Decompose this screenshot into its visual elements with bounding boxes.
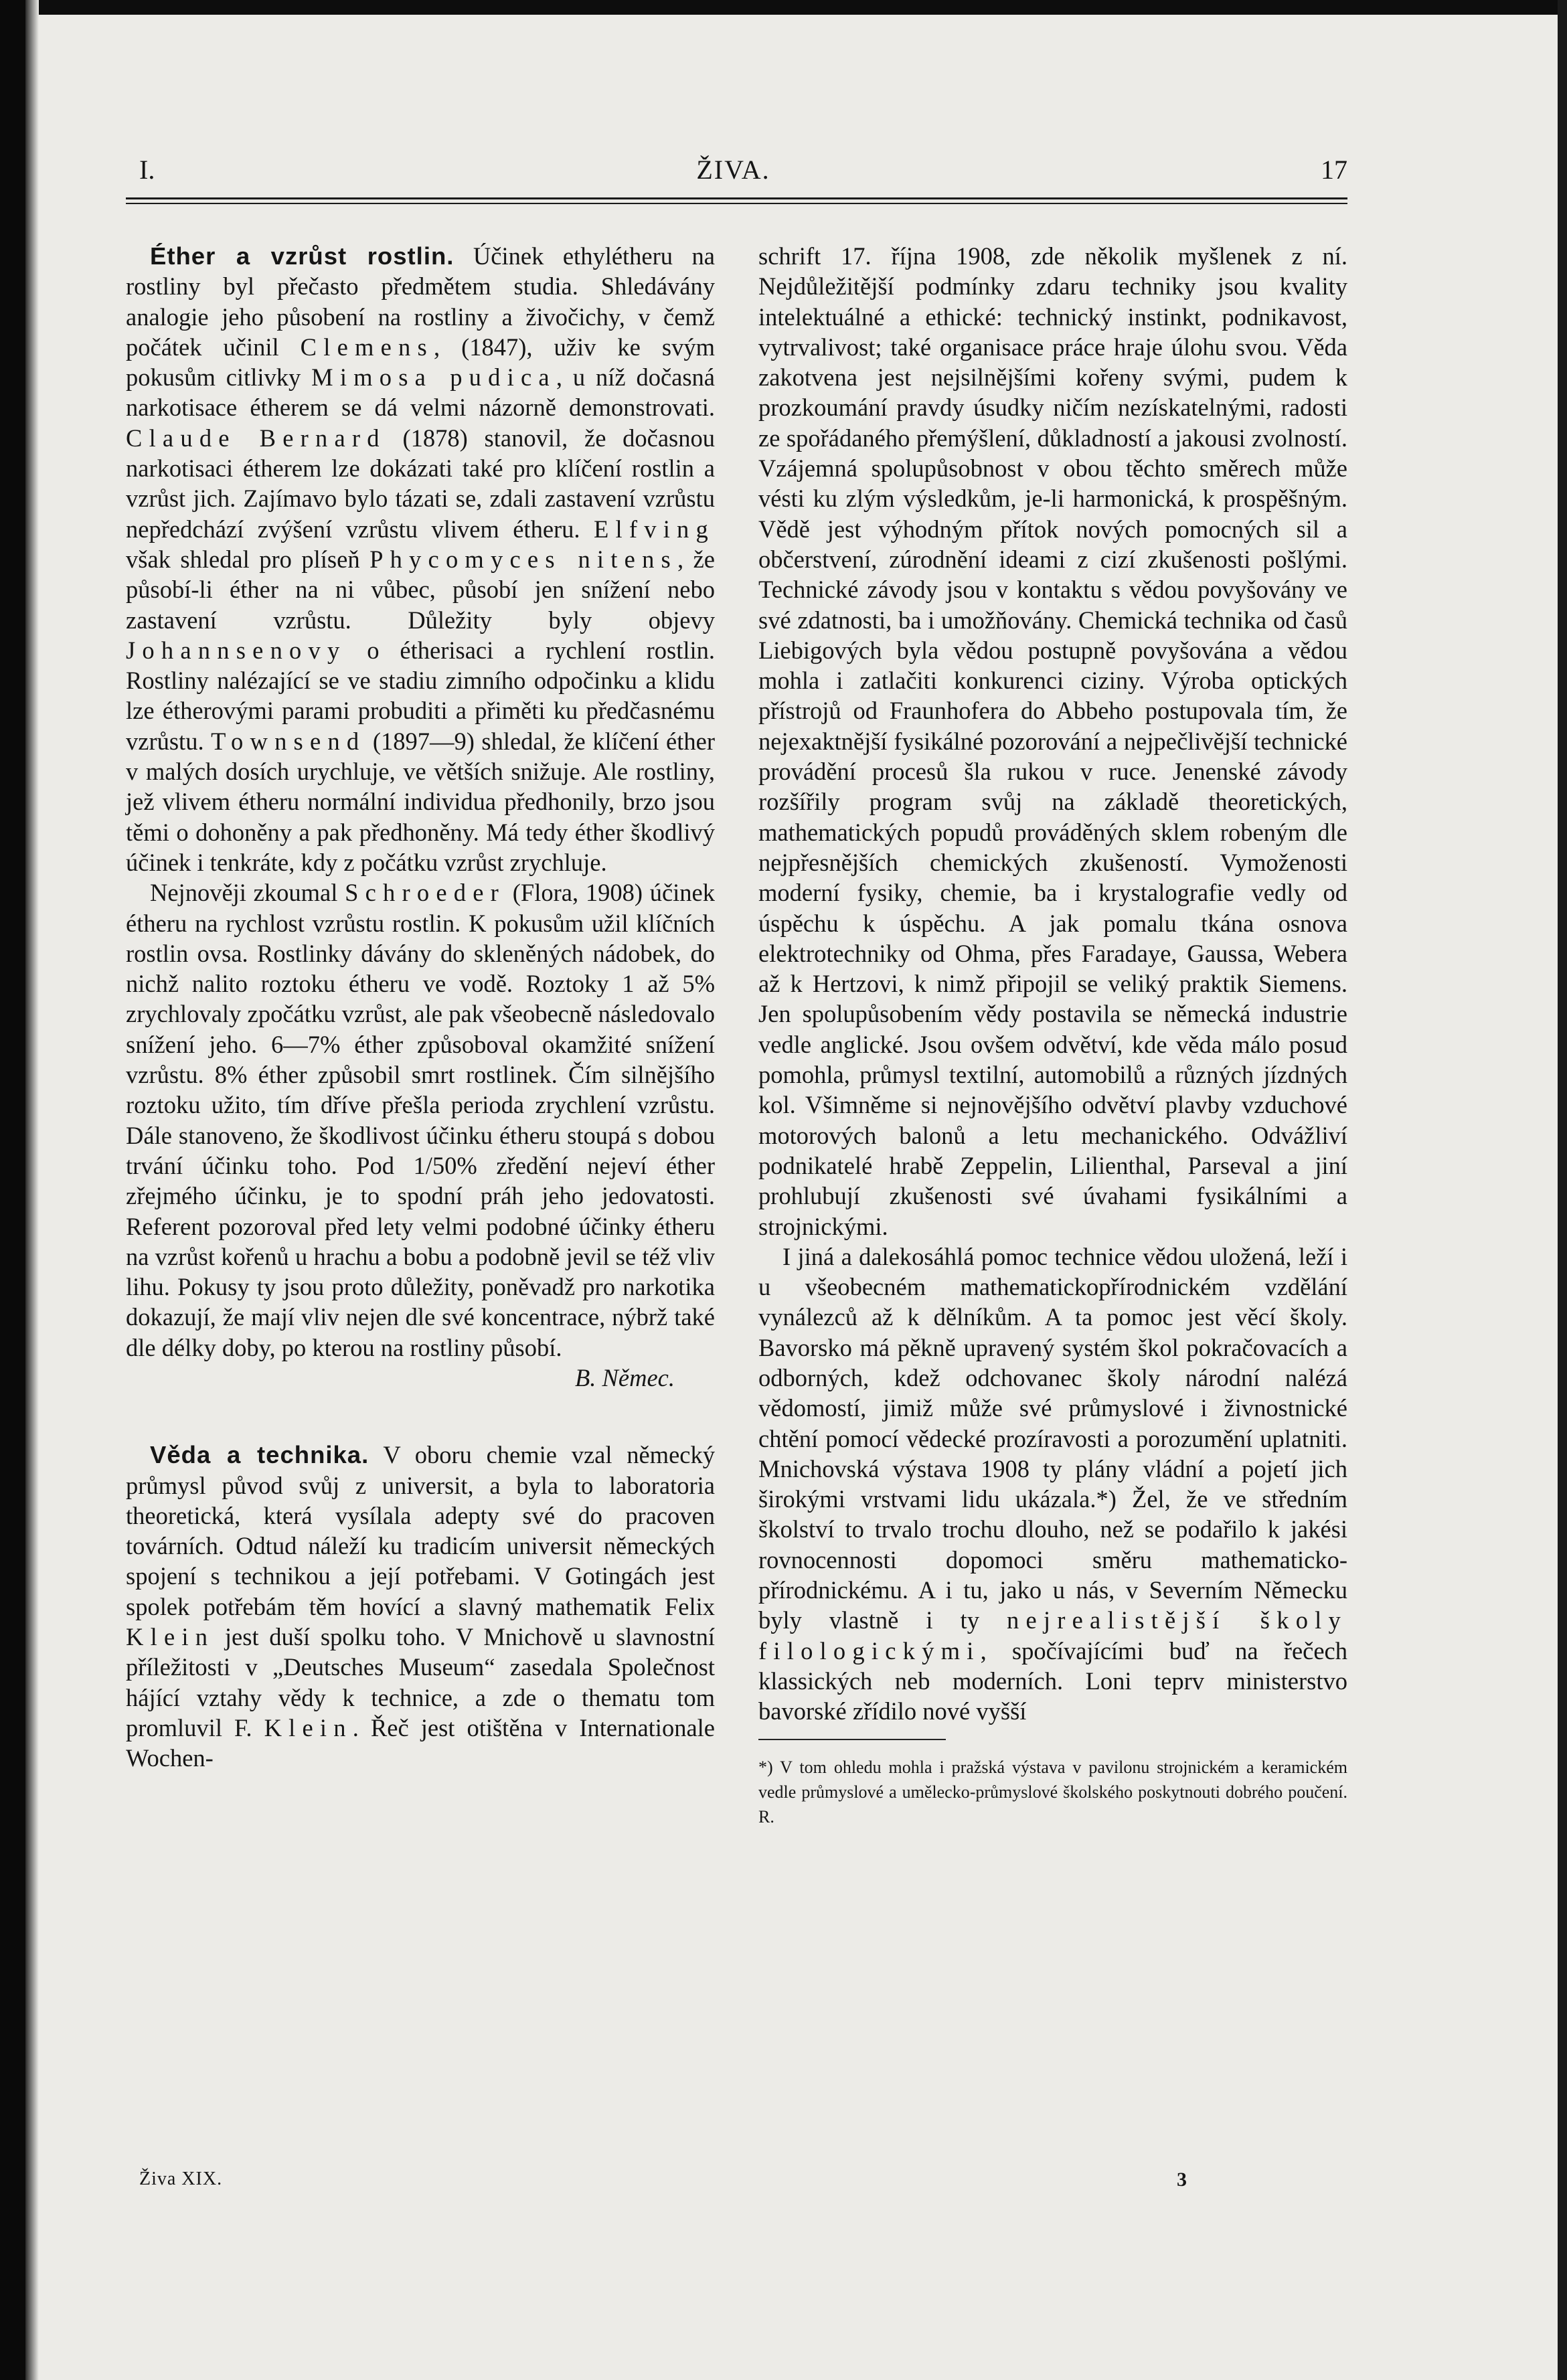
- article-ether-paragraph-1: Éther a vzrůst rostlin. Účinek ethylétheru na rostliny byl přečasto předmětem studia. Shledávány analogie jeho působení na rostliny a živočichy, v čemž počátek učinil Clemens, (1847), uživ ke svým pokusům citlivky Mimosa pudica, u níž dočasná narkotisace étherem se dá velmi názorně demonstrovati. Claude Bernard (1878) stanovil, že dočasnou narkotisaci étherem lze dokázati také pro klíčení rostlin a vzrůst jich. Zajímavo bylo tázati se, zdali zastavení vzrůstu nepředchází zvýšení vzrůstu vlivem étheru. Elfving však shledal pro plíseň Phycomyces nitens, že působí-li éther na ni vůbec, působí jen snížení nebo zastavení vzrůstu. Důležity byly objevy Johannsenovy o étherisaci a rychlení rostlin. Rostliny nalézající se ve stadiu zimního odpočinku a klidu lze étherovými parami probuditi a přiměti ku předčasnému vzrůstu. Townsend (1897—9) shledal, že klíčení éther v malých dosích urychluje, ve větších snižuje. Ale rostliny, jež vlivem étheru normální individua předhonily, brzo jsou těmi o dohoněny a pak předhoněny. Má tedy éther škodlivý účinek i tenkráte, kdy z počátku vzrůst zrychluje.: [126, 242, 716, 876]
- name-johannsen: Johannsenovy: [126, 636, 347, 664]
- term-realistic-schools: nejrealistější školy filologickými: [758, 1606, 1347, 1665]
- journal-page: [119, 134, 1347, 2343]
- name-klein: Klein: [126, 1623, 215, 1651]
- scan-frame-left: [0, 0, 25, 2380]
- signature-mark: Živa XIX.: [139, 2169, 223, 2189]
- name-clemens: Clemens: [300, 333, 434, 361]
- header-rule: [126, 197, 1347, 199]
- scan-frame-shadow: [25, 0, 39, 2380]
- page-number: 17: [1321, 155, 1347, 185]
- name-mimosa: Mimosa pudica: [311, 363, 556, 392]
- name-klein-2: Klein: [264, 1713, 353, 1741]
- article-science-paragraph-2: schrift 17. října 1908, zde několik myšlenek z ní. Nejdůležitější podmínky zdaru techniky jsou kvality intelektuálné a ethické: technický instinkt, podnikavost, vytrvalivost; také organisace práce hraje úlohu svou. Věda zakotvena jest nejsilnějšími kořeny svými, pudem k prozkoumání pravdy úsudky ničím nezískatelnými, radosti ze spořádaného přemýšlení, důkladností a jakousi zvolností. Vzájemná spolupůsobnost v obou těchto směrech může vésti ku zlým výsledkům, je-li harmonická, k prospěšným. Vědě jest výhodným přítok nových pomocných sil a občerstvení, zúrodnění ideami z cizí zkušenosti pošlými. Technické závody jsou v kontaktu s vědou povyšovány ve své zdatnosti, ba i umožňovány. Chemická technika od časů Liebigových byla vědou postupně povyšována a vědou mohla i zatlačiti konkurenci ciziny. Výroba optických přístrojů od Fraunhofera do Abbeho postupovala tím, že nejexaktnější fysikálné pozorování a nejpečlivější technické provádění procesů šla rukou v ruce. Jenenské závody rozšířily program svůj na základě theoretických, mathematických popudů prováděných sklem robeným dle nejpřesnějších chemických zkušeností. Vymoženosti moderní fysiky, chemie, ba i krystalografie vedly od úspěchu k úspěchu. A jak pomalu tkána osnova elektrotechniky od Ohma, přes Faradaye, Gaussa, Webera až k Hertzovi, k nimž připojil se veliký praktik Siemens. Jen spolupůsobením vědy postavila se německá industrie vedle anglické. Jsou ovšem odvětví, kde věda málo posud pomohla, průmysl textilní, automobilů a různých jízdných kol. Všimněme si nejnovějšího odvětví plavby vzduchové motorových balonů a letu mechanického. Odvážliví podnikatelé hrabě Zeppelin, Lilienthal, Parseval a jiní prohlubují zkušenosti své úvahami fysikálními a strojnickými.: [758, 242, 1347, 1240]
- journal-title: ŽIVA.: [696, 155, 770, 185]
- name-elfving: Elfving: [593, 515, 715, 543]
- article-heading-ether: Éther a vzrůst rostlin.: [150, 242, 455, 270]
- name-bernard: Claude Bernard: [126, 424, 386, 452]
- article-ether-paragraph-2: Nejnověji zkoumal Schroeder (Flora, 1908) účinek étheru na rychlost vzrůstu rostlin. K pokusům užil klíčních rostlin ovsa. Rostlinky dávány do skleněných nádobek, do nichž nalito roztoku étheru ve vodě. Roztoky 1 až 5% zrychlovaly zpočátku vzrůst, ale pak všeobecně následovalo snížení jeho. 6—7% éther způsoboval okamžité snížení vzrůstu. 8% éther způsobil smrt rostlinek. Čím silnějšího roztoku užito, tím dříve přešla perioda zrychlení vzrůstu. Dále stanoveno, že škodlivost účinku étheru stoupá s dobou trvání účinku toho. Pod 1/50% zředění nejeví éther zřejmého účinku, je to spodní práh jeho jedovatosti. Referent pozoroval před lety velmi podobné účinky étheru na vzrůst kořenů u hrachu a bobu a podobně jevil se též vliv lihu. Pokusy ty jsou proto důležity, poněvadž pro narkotika dokazují, že mají vliv nejen dle své koncentrace, nýbrž také dle délky doby, po kterou na rostliny působí.: [126, 879, 715, 1361]
- article-science-paragraph-1: Věda a technika. V oboru chemie vzal německý průmysl původ svůj z universit, a byla to laboratoria theoretická, která vysílala adepty své do pracoven továrních. Odtud náleží ku tradicím universit německých spojení s technikou a její potřebami. V Gotingách jest spolek potřebám těm hovící a slavný mathematik Felix Klein jest duší spolku toho. V Mnichově u slavnostní příležitosti v „Deutsches Museum“ zasedala Společnost hájící vztahy vědy k technice, a zde o thematu tom promluvil F. Klein. Řeč jest otištěna v Internationale Wochen-: [126, 1441, 715, 1772]
- header-rule-thin: [126, 203, 1347, 204]
- name-schroeder: Schroeder: [345, 879, 506, 907]
- right-column: [758, 241, 1347, 1829]
- article-science-paragraph-3: I jiná a dalekosáhlá pomoc technice vědou uložená, leží i u všeobecném mathematickopřírodnickém vzdělání vynálezců až k dělníkům. A ta pomoc jest věcí školy. Bavorsko má pěkně upravený systém škol pokračovacích a odborných, kdež odchovanec školy národní nalézá vědomostí, jimiž může své průmyslové i živnostnické chtění pomocí vědecké prozíravosti a porozumění uplatniti. Mnichovská výstava 1908 ty plány vládní a pojetí jich širokými vrstvami lidu ukázala.*) Žel, že ve středním školství to trvalo trochu dlouho, než se podařilo k jakési rovnocennosti dopomoci směru mathematicko-přírodnickému. A i tu, jako u nás, v Severním Německu byly vlastně i ty nejrealistější školy filologickými, spočívajícími buď na řečech klassických neb moderních. Loni teprv ministerstvo bavorské zřídilo nové vyšší: [758, 1242, 1347, 1725]
- footnote: *) V tom ohledu mohla i pražská výstava v pavilonu strojnickém a keramickém vedle průmyslové a umělecko-průmyslové školského poskytnouti dobrého poučení. R.: [758, 1757, 1347, 1826]
- section-gap: [126, 1393, 715, 1440]
- author-signature: B. Němec.: [575, 1363, 675, 1391]
- left-column: [126, 241, 715, 1774]
- name-townsend: Townsend: [211, 727, 366, 755]
- article-heading-science: Věda a technika.: [150, 1441, 369, 1469]
- sheet-signature: 3: [1177, 2169, 1187, 2191]
- running-head: [119, 154, 1347, 194]
- scan-frame-top: [0, 0, 1567, 15]
- name-phycomyces: Phycomyces nitens: [369, 545, 677, 573]
- volume-number: I.: [139, 155, 155, 185]
- footnote-rule: [758, 1739, 946, 1740]
- scan-frame-right: [1558, 0, 1567, 2380]
